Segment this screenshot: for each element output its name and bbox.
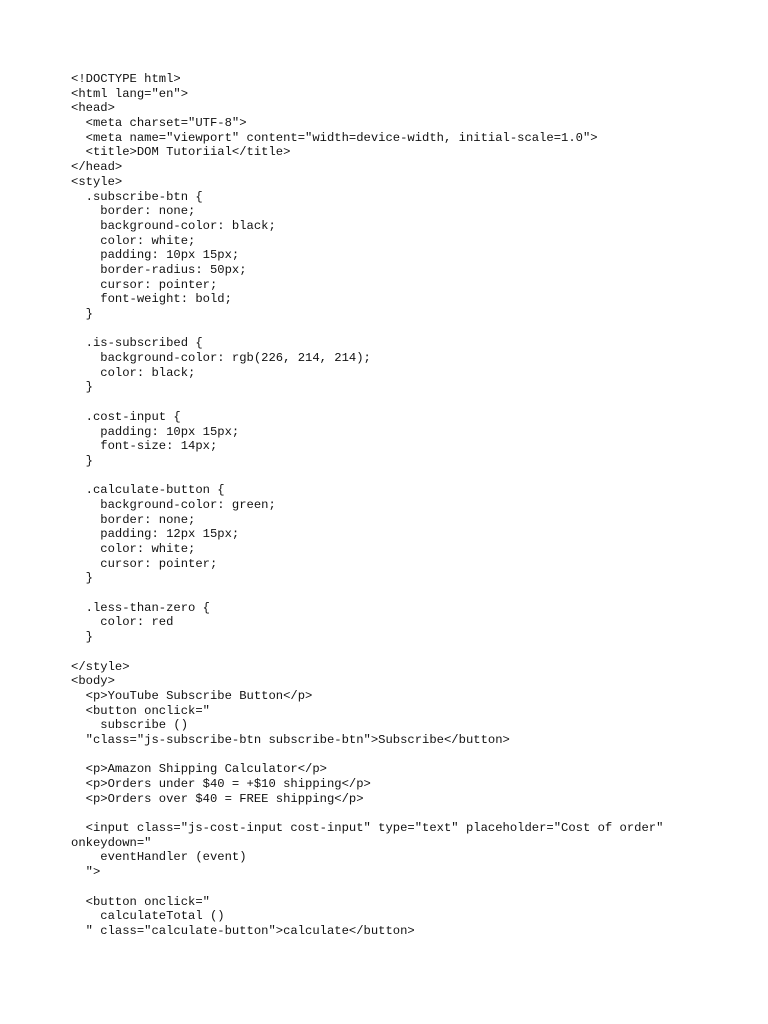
code-line: padding: 10px 15px; — [71, 424, 240, 439]
code-line — [71, 806, 751, 821]
code-line: background-color: black; — [71, 218, 276, 233]
code-line: .less-than-zero { — [71, 600, 210, 615]
code-line — [71, 586, 751, 601]
code-line: } — [71, 630, 93, 645]
code-line: <input class="js-cost-input cost-input" type="text" placeholder="Cost of order" — [71, 821, 664, 836]
code-line — [71, 395, 751, 410]
code-line: <p>Orders over $40 = FREE shipping</p> — [71, 791, 364, 806]
code-line: color: white; — [71, 542, 196, 556]
code-line: background-color: green; — [71, 497, 276, 512]
code-line: font-weight: bold; — [71, 292, 232, 307]
code-line: .calculate-button { — [71, 483, 225, 498]
code-listing — [71, 72, 751, 939]
code-line: <p>Amazon Shipping Calculator</p> — [71, 762, 327, 777]
code-line: <title>DOM Tutoriial</title> — [71, 145, 291, 160]
code-line: "> — [71, 865, 101, 880]
code-line: .subscribe-btn { — [71, 189, 203, 204]
code-line: <button onclick=" — [71, 703, 210, 718]
code-line: <p>Orders under $40 = +$10 shipping</p> — [71, 777, 371, 791]
code-line: eventHandler (event) — [71, 850, 247, 865]
code-line: .is-subscribed { — [71, 336, 203, 351]
code-line: background-color: rgb(226, 214, 214); — [71, 351, 371, 366]
code-line: } — [71, 380, 93, 395]
code-line: subscribe () — [71, 718, 189, 733]
code-line: color: red — [71, 615, 174, 630]
code-line: </style> — [71, 659, 130, 674]
code-line: <style> — [71, 174, 123, 189]
code-line: .cost-input { — [71, 409, 181, 424]
code-line — [71, 748, 751, 763]
code-line — [71, 880, 751, 895]
code-line: <html lang="en"> — [71, 86, 189, 101]
code-line: calculateTotal () — [71, 909, 225, 924]
code-line: } — [71, 453, 93, 468]
code-line: color: white; — [71, 233, 196, 248]
code-line: padding: 12px 15px; — [71, 527, 240, 542]
code-line: } — [71, 571, 93, 586]
code-line: cursor: pointer; — [71, 277, 218, 292]
code-line — [71, 469, 751, 484]
code-line: " class="calculate-button">calculate</button> — [71, 923, 415, 938]
code-line: color: black; — [71, 365, 196, 380]
code-line: padding: 10px 15px; — [71, 248, 240, 263]
code-line — [71, 645, 751, 660]
code-line: <button onclick=" — [71, 894, 210, 909]
code-line: </head> — [71, 160, 123, 175]
code-line: onkeydown=" — [71, 835, 152, 850]
code-line: <head> — [71, 101, 115, 116]
code-line: <!DOCTYPE html> — [71, 72, 181, 86]
code-line: border-radius: 50px; — [71, 262, 247, 277]
code-line: font-size: 14px; — [71, 439, 218, 454]
code-line: border: none; — [71, 204, 196, 219]
code-line: <meta charset="UTF-8"> — [71, 116, 247, 131]
code-line: <meta name="viewport" content="width=device-width, initial-scale=1.0"> — [71, 130, 598, 145]
code-line: border: none; — [71, 512, 196, 527]
code-line: } — [71, 307, 93, 321]
code-line: <p>YouTube Subscribe Button</p> — [71, 688, 313, 703]
code-line: cursor: pointer; — [71, 556, 218, 571]
code-line — [71, 322, 751, 337]
code-line: <body> — [71, 674, 115, 689]
code-line: "class="js-subscribe-btn subscribe-btn">Subscribe</button> — [71, 732, 510, 747]
